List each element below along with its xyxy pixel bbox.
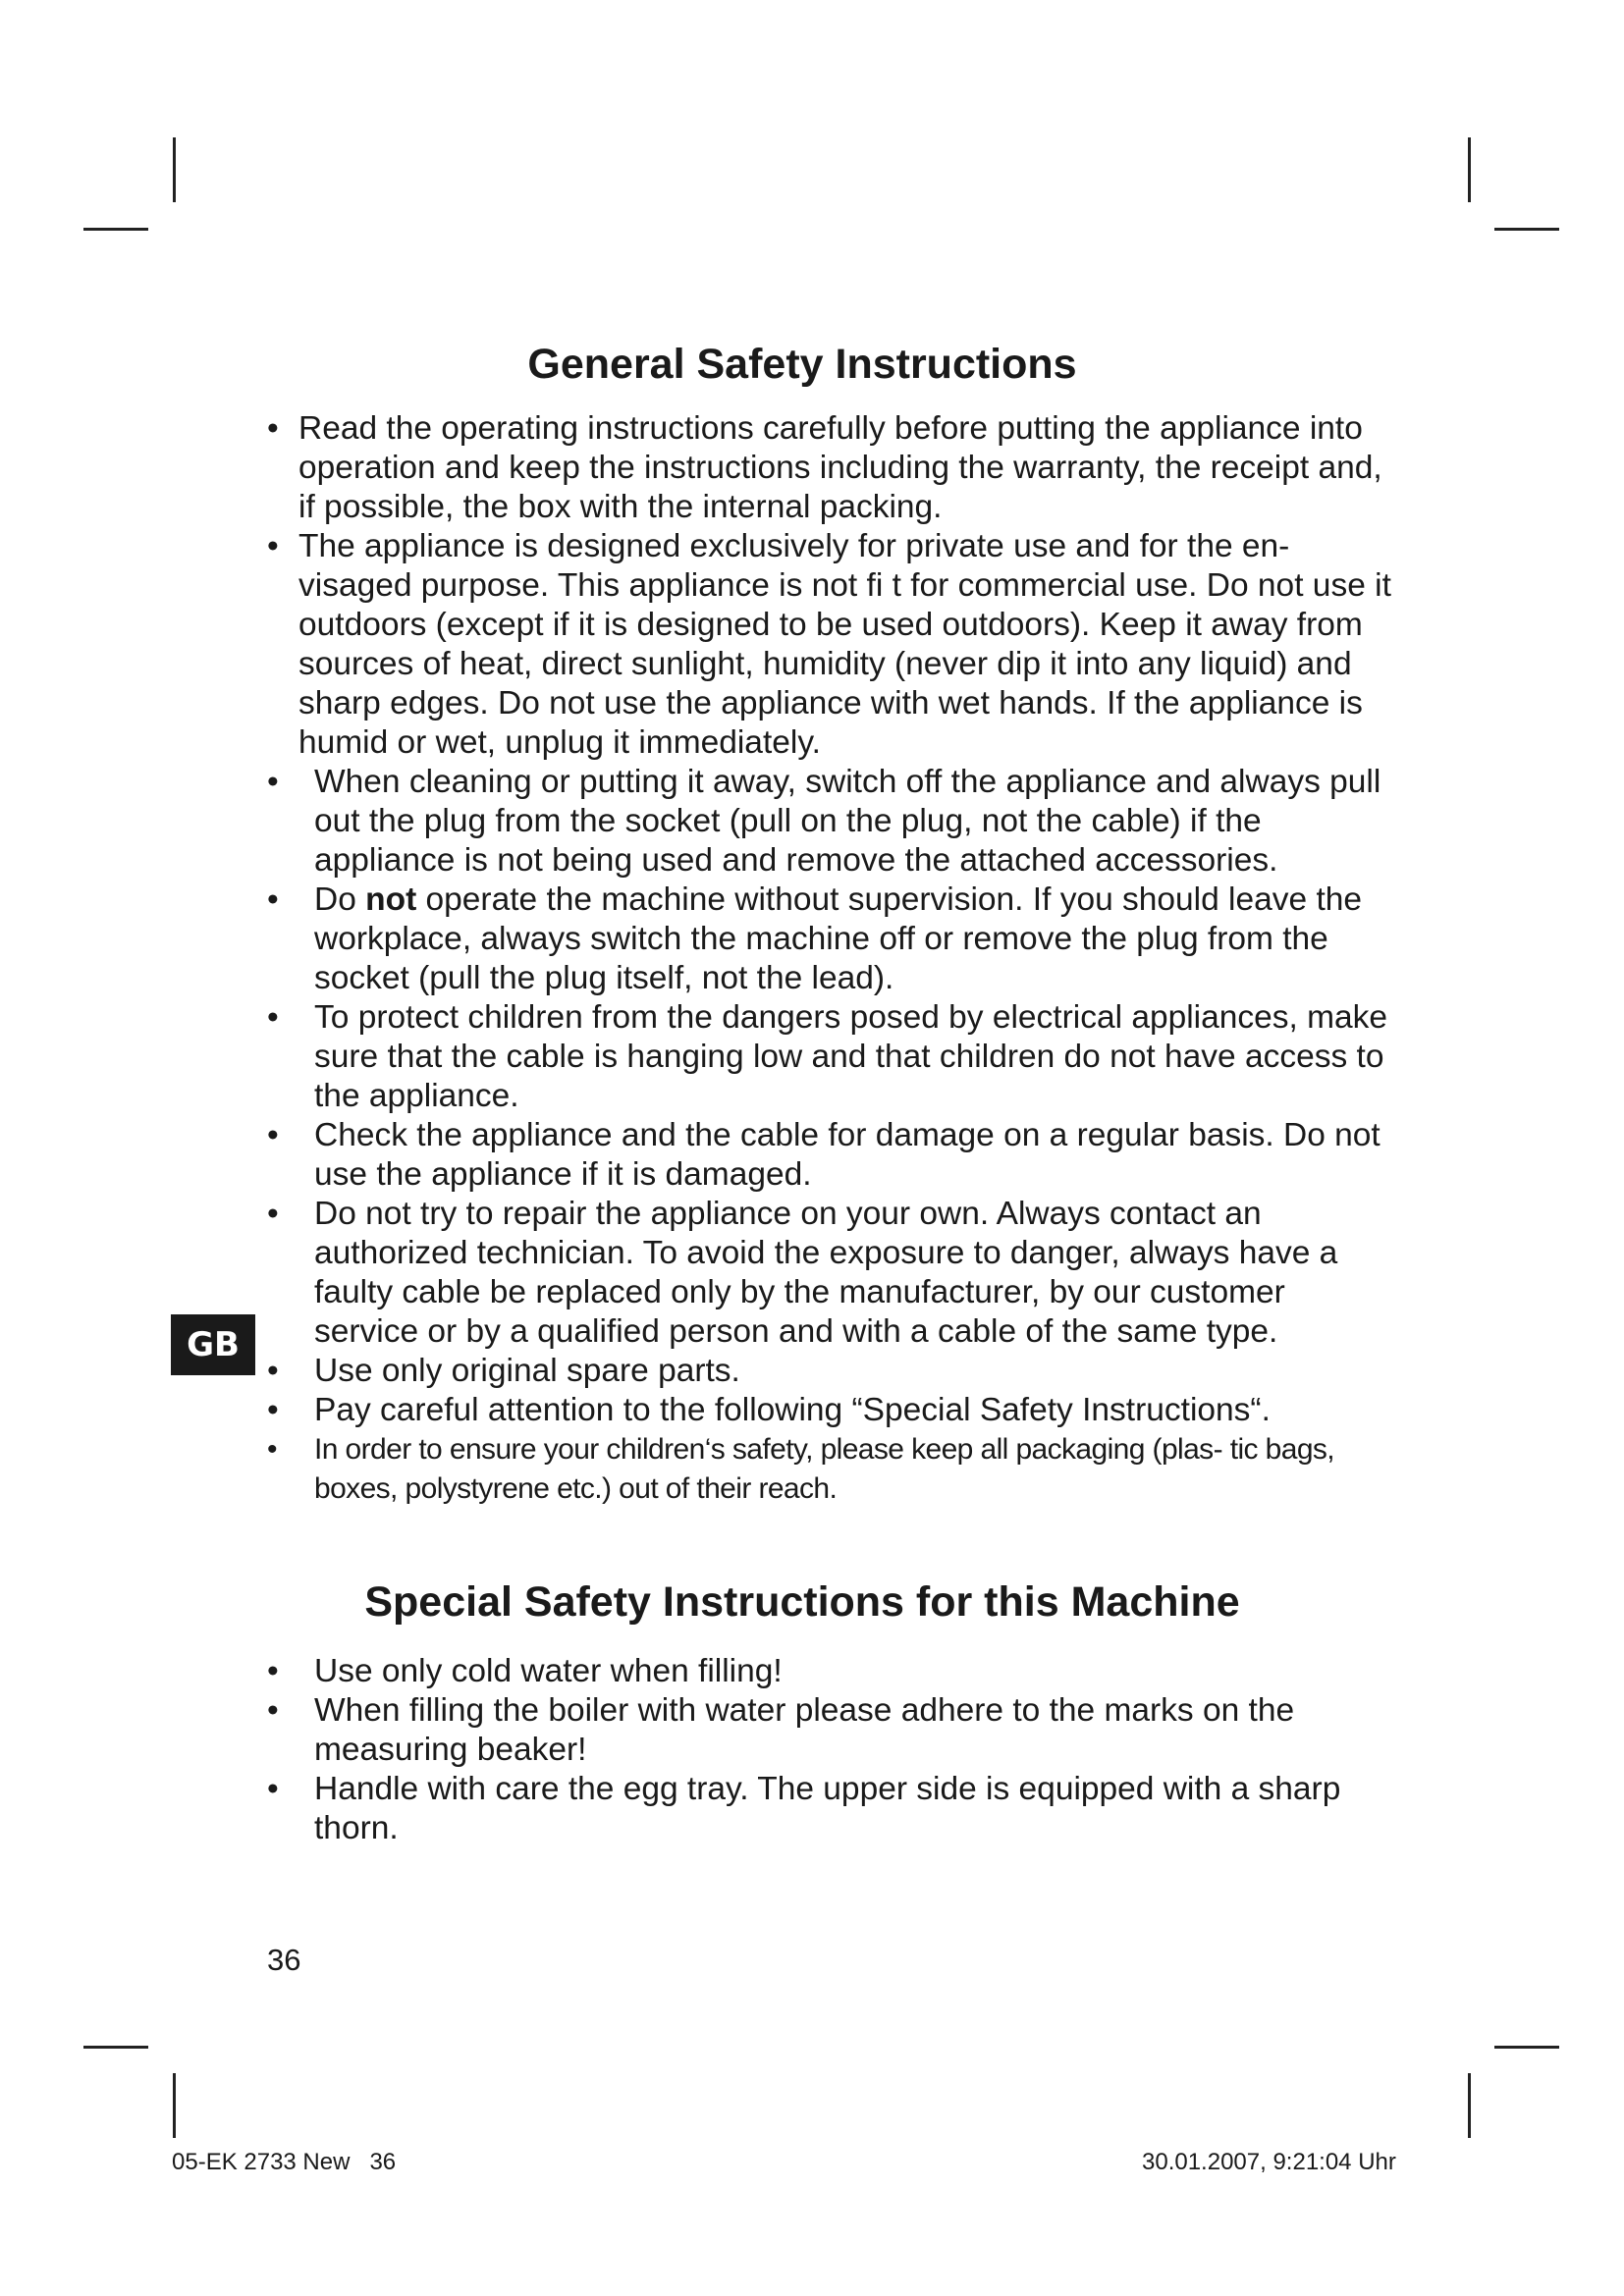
crop-mark (173, 137, 176, 202)
crop-mark (173, 2073, 176, 2138)
crop-mark (1494, 2046, 1559, 2049)
list-item-text: Use only cold water when filling! (314, 1653, 783, 1689)
list-item (255, 763, 1394, 881)
special-safety-heading: Special Safety Instructions for this Machine (364, 1578, 1240, 1626)
bullet: • (267, 1433, 277, 1466)
list-item-text: To protect children from the dangers posed by electrical appliances, make sure that the cable is hanging low and that children do not have access to the appliance. (314, 999, 1388, 1114)
bullet: • (267, 1117, 279, 1153)
bullet: • (267, 764, 279, 800)
list-item (255, 1430, 1394, 1509)
list-item (255, 1691, 1394, 1770)
crop-mark (1494, 228, 1559, 231)
list-item (255, 1352, 1394, 1391)
crop-mark (83, 228, 148, 231)
crop-mark (83, 2046, 148, 2049)
list-item-text: Read the operating instructions carefully before putting the appliance into operation and keep the instructions including the warranty, the receipt and, if possible, the box with the internal packing. (298, 410, 1382, 525)
bullet: • (267, 1353, 279, 1389)
list-item (255, 1652, 1394, 1691)
special-safety-list (255, 1652, 1394, 1848)
general-safety-list (255, 409, 1394, 1509)
list-item (255, 1116, 1394, 1195)
bullet: • (267, 410, 279, 447)
general-safety-heading: General Safety Instructions (527, 341, 1077, 388)
list-item-text: In order to ensure your children‘s safety, please keep all packaging (plas- tic bags, boxes, polystyrene etc.) out of their reach. (314, 1433, 1335, 1505)
list-item-emphasis: not (365, 881, 417, 918)
list-item-prefix: Do (314, 881, 366, 918)
list-item-text: Do not try to repair the appliance on your own. Always contact an authorized technician. To avoid the exposure to danger, always have a faulty cable be replaced only by the manufacturer, by our customer service or by a qualified person and with a cable of the same type. (314, 1196, 1338, 1350)
language-tab-gb: GB (171, 1314, 255, 1375)
list-item (255, 409, 1394, 527)
list-item (255, 527, 1394, 763)
bullet: • (267, 881, 279, 918)
bullet: • (267, 1692, 279, 1729)
crop-mark (1468, 2073, 1471, 2138)
list-item (255, 998, 1394, 1116)
list-item-text: Pay careful attention to the following “Special Safety Instructions“. (314, 1392, 1271, 1428)
bullet: • (267, 1196, 279, 1232)
bullet: • (267, 999, 279, 1036)
list-item-text: When filling the boiler with water please adhere to the marks on the measuring beaker! (314, 1692, 1295, 1768)
bullet: • (267, 528, 279, 564)
list-item-text: Handle with care the egg tray. The upper side is equipped with a sharp thorn. (314, 1771, 1341, 1846)
list-item (255, 881, 1394, 998)
crop-mark (1468, 137, 1471, 202)
list-item-text: Check the appliance and the cable for damage on a regular basis. Do not use the appliance if it is damaged. (314, 1117, 1380, 1193)
list-item-text: When cleaning or putting it away, switch off the appliance and always pull out the plug from the socket (pull on the plug, not the cable) if the appliance is not being used and remove the attached accessories. (314, 764, 1381, 879)
page-number: 36 (267, 1943, 301, 1977)
footer-timestamp: 30.01.2007, 9:21:04 Uhr (1142, 2149, 1396, 2175)
list-item-text: operate the machine without supervision. If you should leave the workplace, always switch the machine off or remove the plug from the socket (pull the plug itself, not the lead). (314, 881, 1363, 996)
bullet: • (267, 1653, 279, 1689)
bullet: • (267, 1392, 279, 1428)
footer-file-info: 05-EK 2733 New 36 (172, 2149, 397, 2175)
list-item-text: Use only original spare parts. (314, 1353, 740, 1389)
list-item (255, 1391, 1394, 1430)
list-item-text: The appliance is designed exclusively for private use and for the en- visaged purpose. This appliance is not fi t for commercial use. Do not use it outdoors (except if it is designed to be used outdoors). Keep it away from sources of heat, direct sunlight, humidity (never dip it into any liquid) and sharp edges. Do not use the appliance with wet hands. If the appliance is humid or wet, unplug it immediately. (298, 528, 1391, 761)
bullet: • (267, 1771, 279, 1807)
list-item (255, 1770, 1394, 1848)
list-item (255, 1195, 1394, 1352)
